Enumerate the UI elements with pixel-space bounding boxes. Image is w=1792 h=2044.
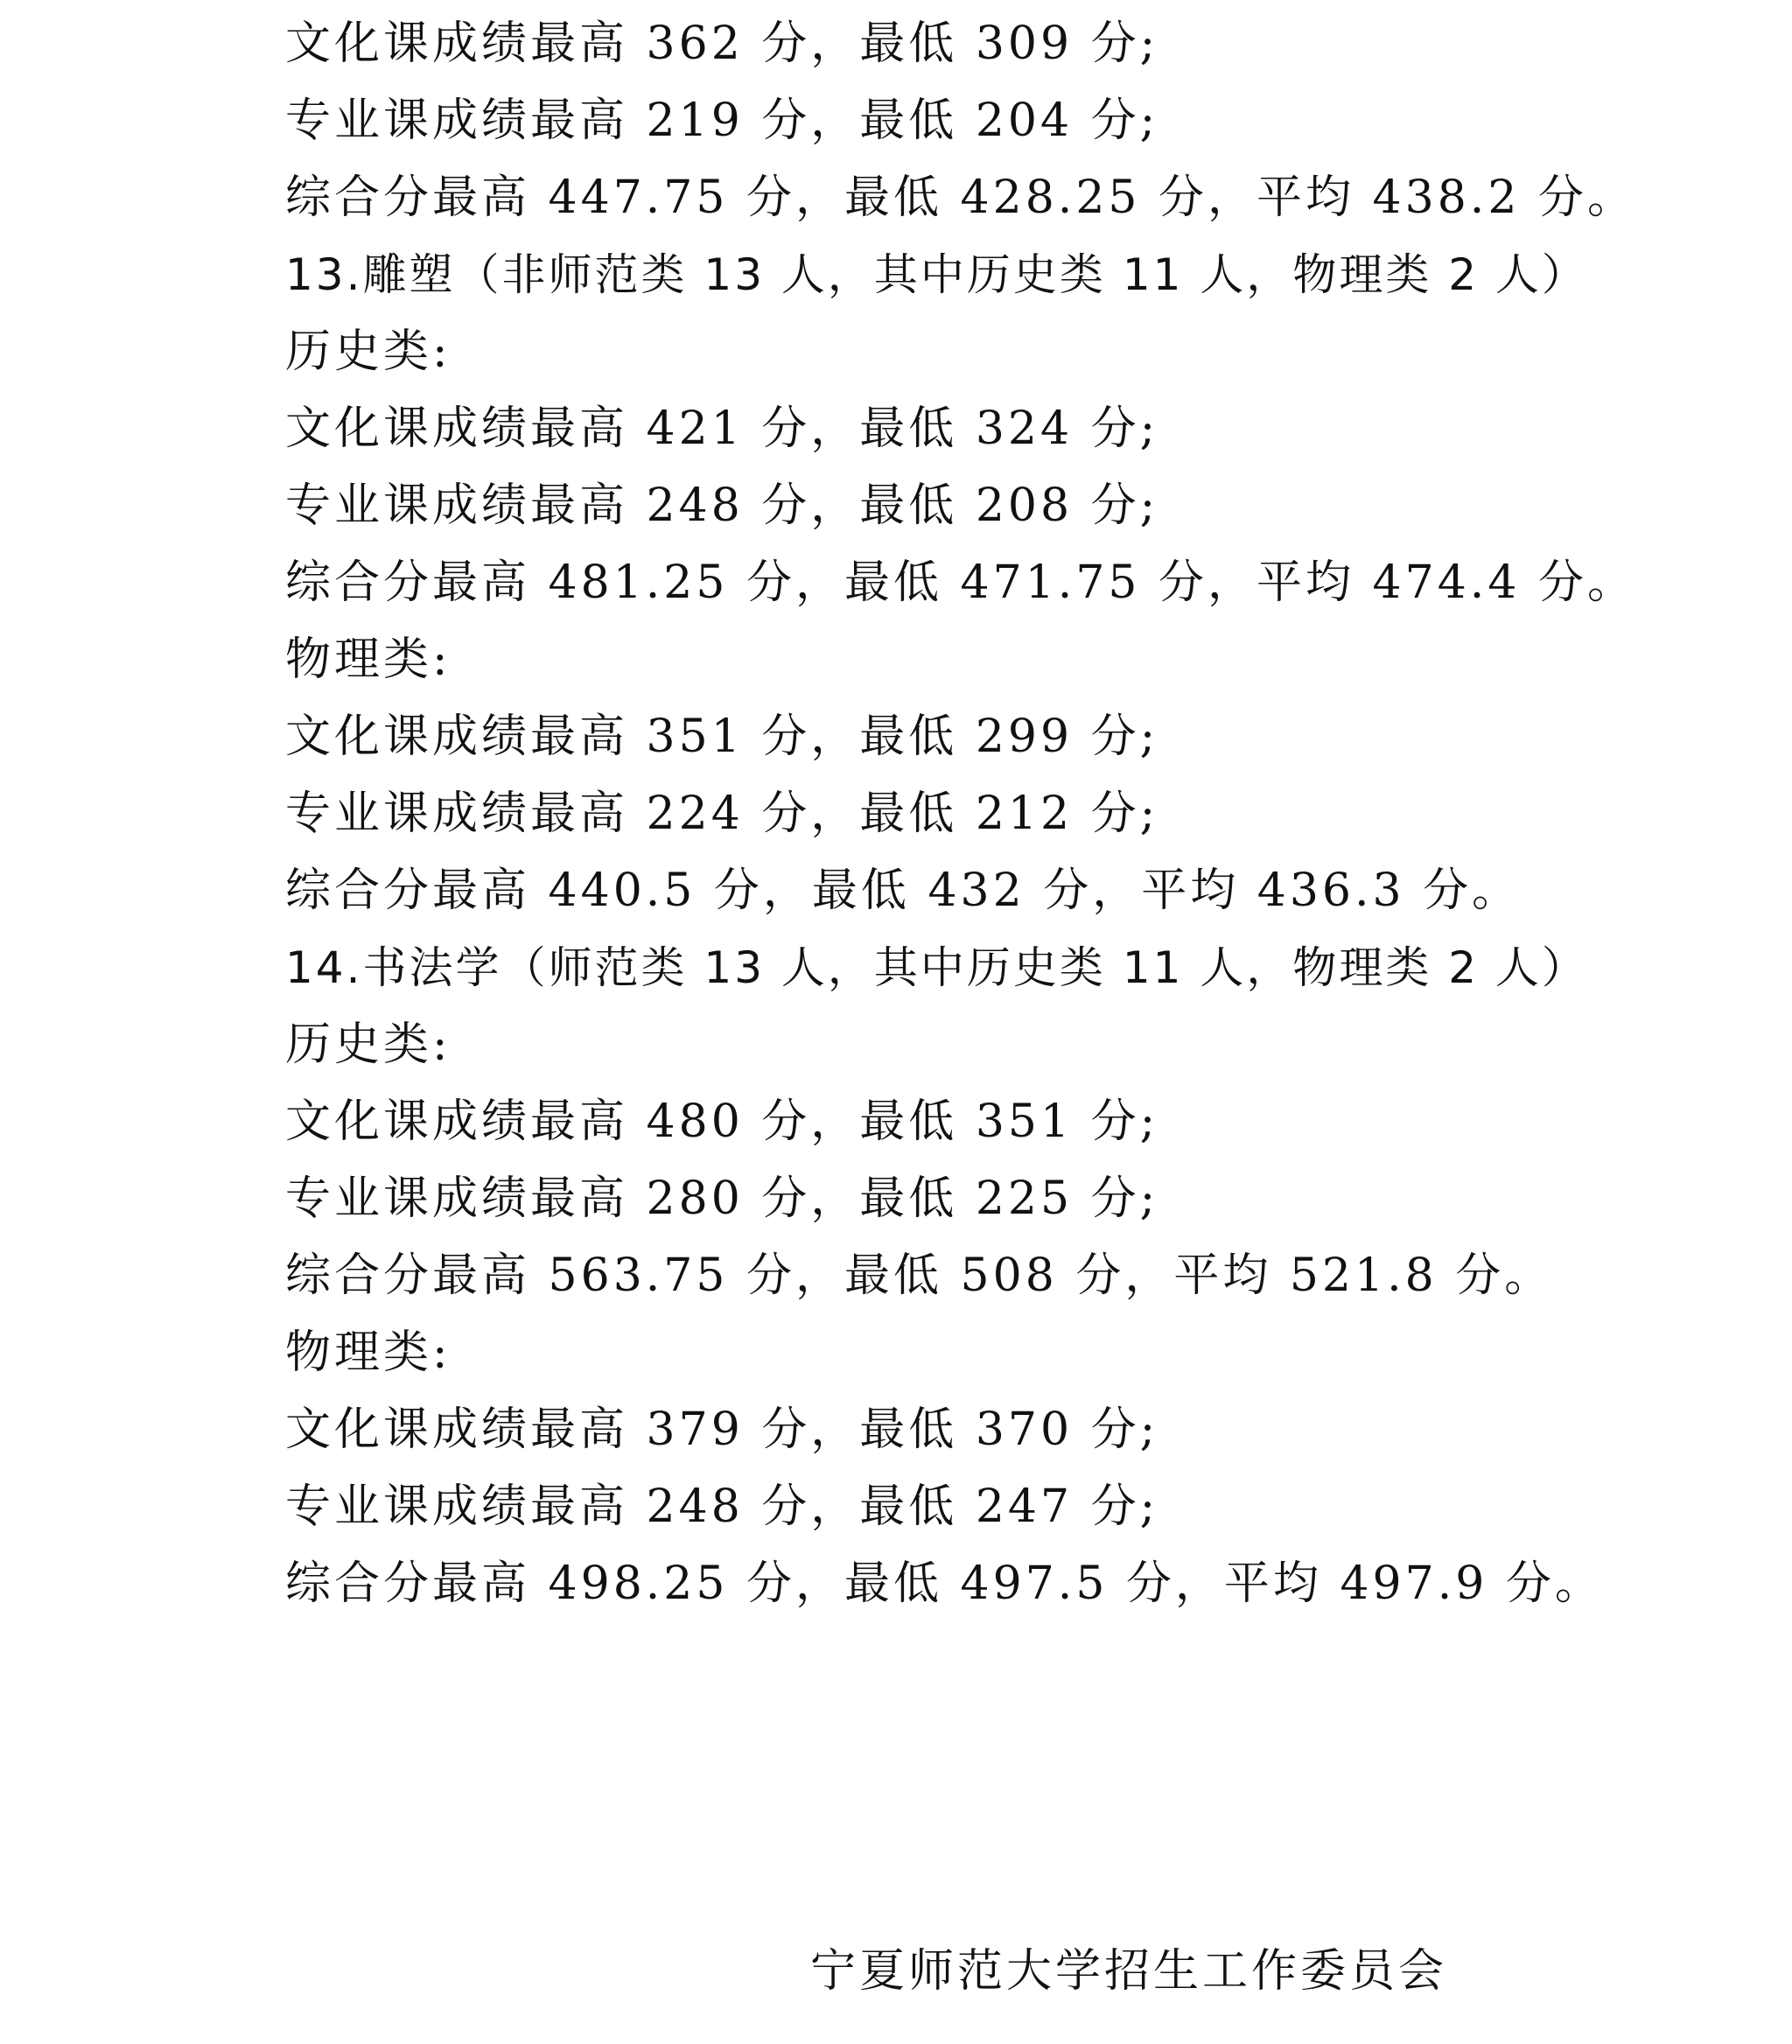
paragraph-line: 文化课成绩最高 351 分，最低 299 分; [285, 710, 1159, 763]
subsection-label-history: 历史类: [285, 326, 452, 378]
paragraph-line: 专业课成绩最高 248 分，最低 247 分; [285, 1480, 1159, 1533]
subsection-label-physics: 物理类: [285, 634, 452, 686]
section-heading-sculpture: 13.雕塑（非师范类 13 人，其中历史类 11 人，物理类 2 人） [285, 249, 1588, 300]
paragraph-line: 专业课成绩最高 280 分，最低 225 分; [285, 1172, 1159, 1225]
paragraph-line: 综合分最高 481.25 分，最低 471.75 分，平均 474.4 分。 [285, 556, 1636, 609]
paragraph-line: 综合分最高 563.75 分，最低 508 分，平均 521.8 分。 [285, 1250, 1554, 1302]
paragraph-line: 专业课成绩最高 248 分，最低 208 分; [285, 480, 1159, 532]
subsection-label-history: 历史类: [285, 1018, 452, 1071]
document-body [285, 0, 1636, 1622]
paragraph-line: 文化课成绩最高 379 分，最低 370 分; [285, 1404, 1159, 1456]
section-heading-calligraphy: 14.书法学（师范类 13 人，其中历史类 11 人，物理类 2 人） [285, 942, 1588, 993]
issuer-signature: 宁夏师范大学招生工作委员会 [810, 1945, 1448, 1998]
paragraph-line: 文化课成绩最高 480 分，最低 351 分; [285, 1096, 1159, 1148]
subsection-label-physics: 物理类: [285, 1326, 452, 1379]
paragraph-line: 综合分最高 447.75 分，最低 428.25 分，平均 438.2 分。 [285, 172, 1636, 224]
paragraph-line: 综合分最高 498.25 分，最低 497.5 分，平均 497.9 分。 [285, 1558, 1604, 1610]
paragraph-line: 专业课成绩最高 219 分，最低 204 分; [285, 94, 1159, 147]
paragraph-line: 综合分最高 440.5 分，最低 432 分，平均 436.3 分。 [285, 864, 1522, 917]
paragraph-line: 文化课成绩最高 421 分，最低 324 分; [285, 402, 1159, 455]
paragraph-line: 文化课成绩最高 362 分，最低 309 分; [285, 18, 1159, 70]
paragraph-line: 专业课成绩最高 224 分，最低 212 分; [285, 788, 1159, 840]
